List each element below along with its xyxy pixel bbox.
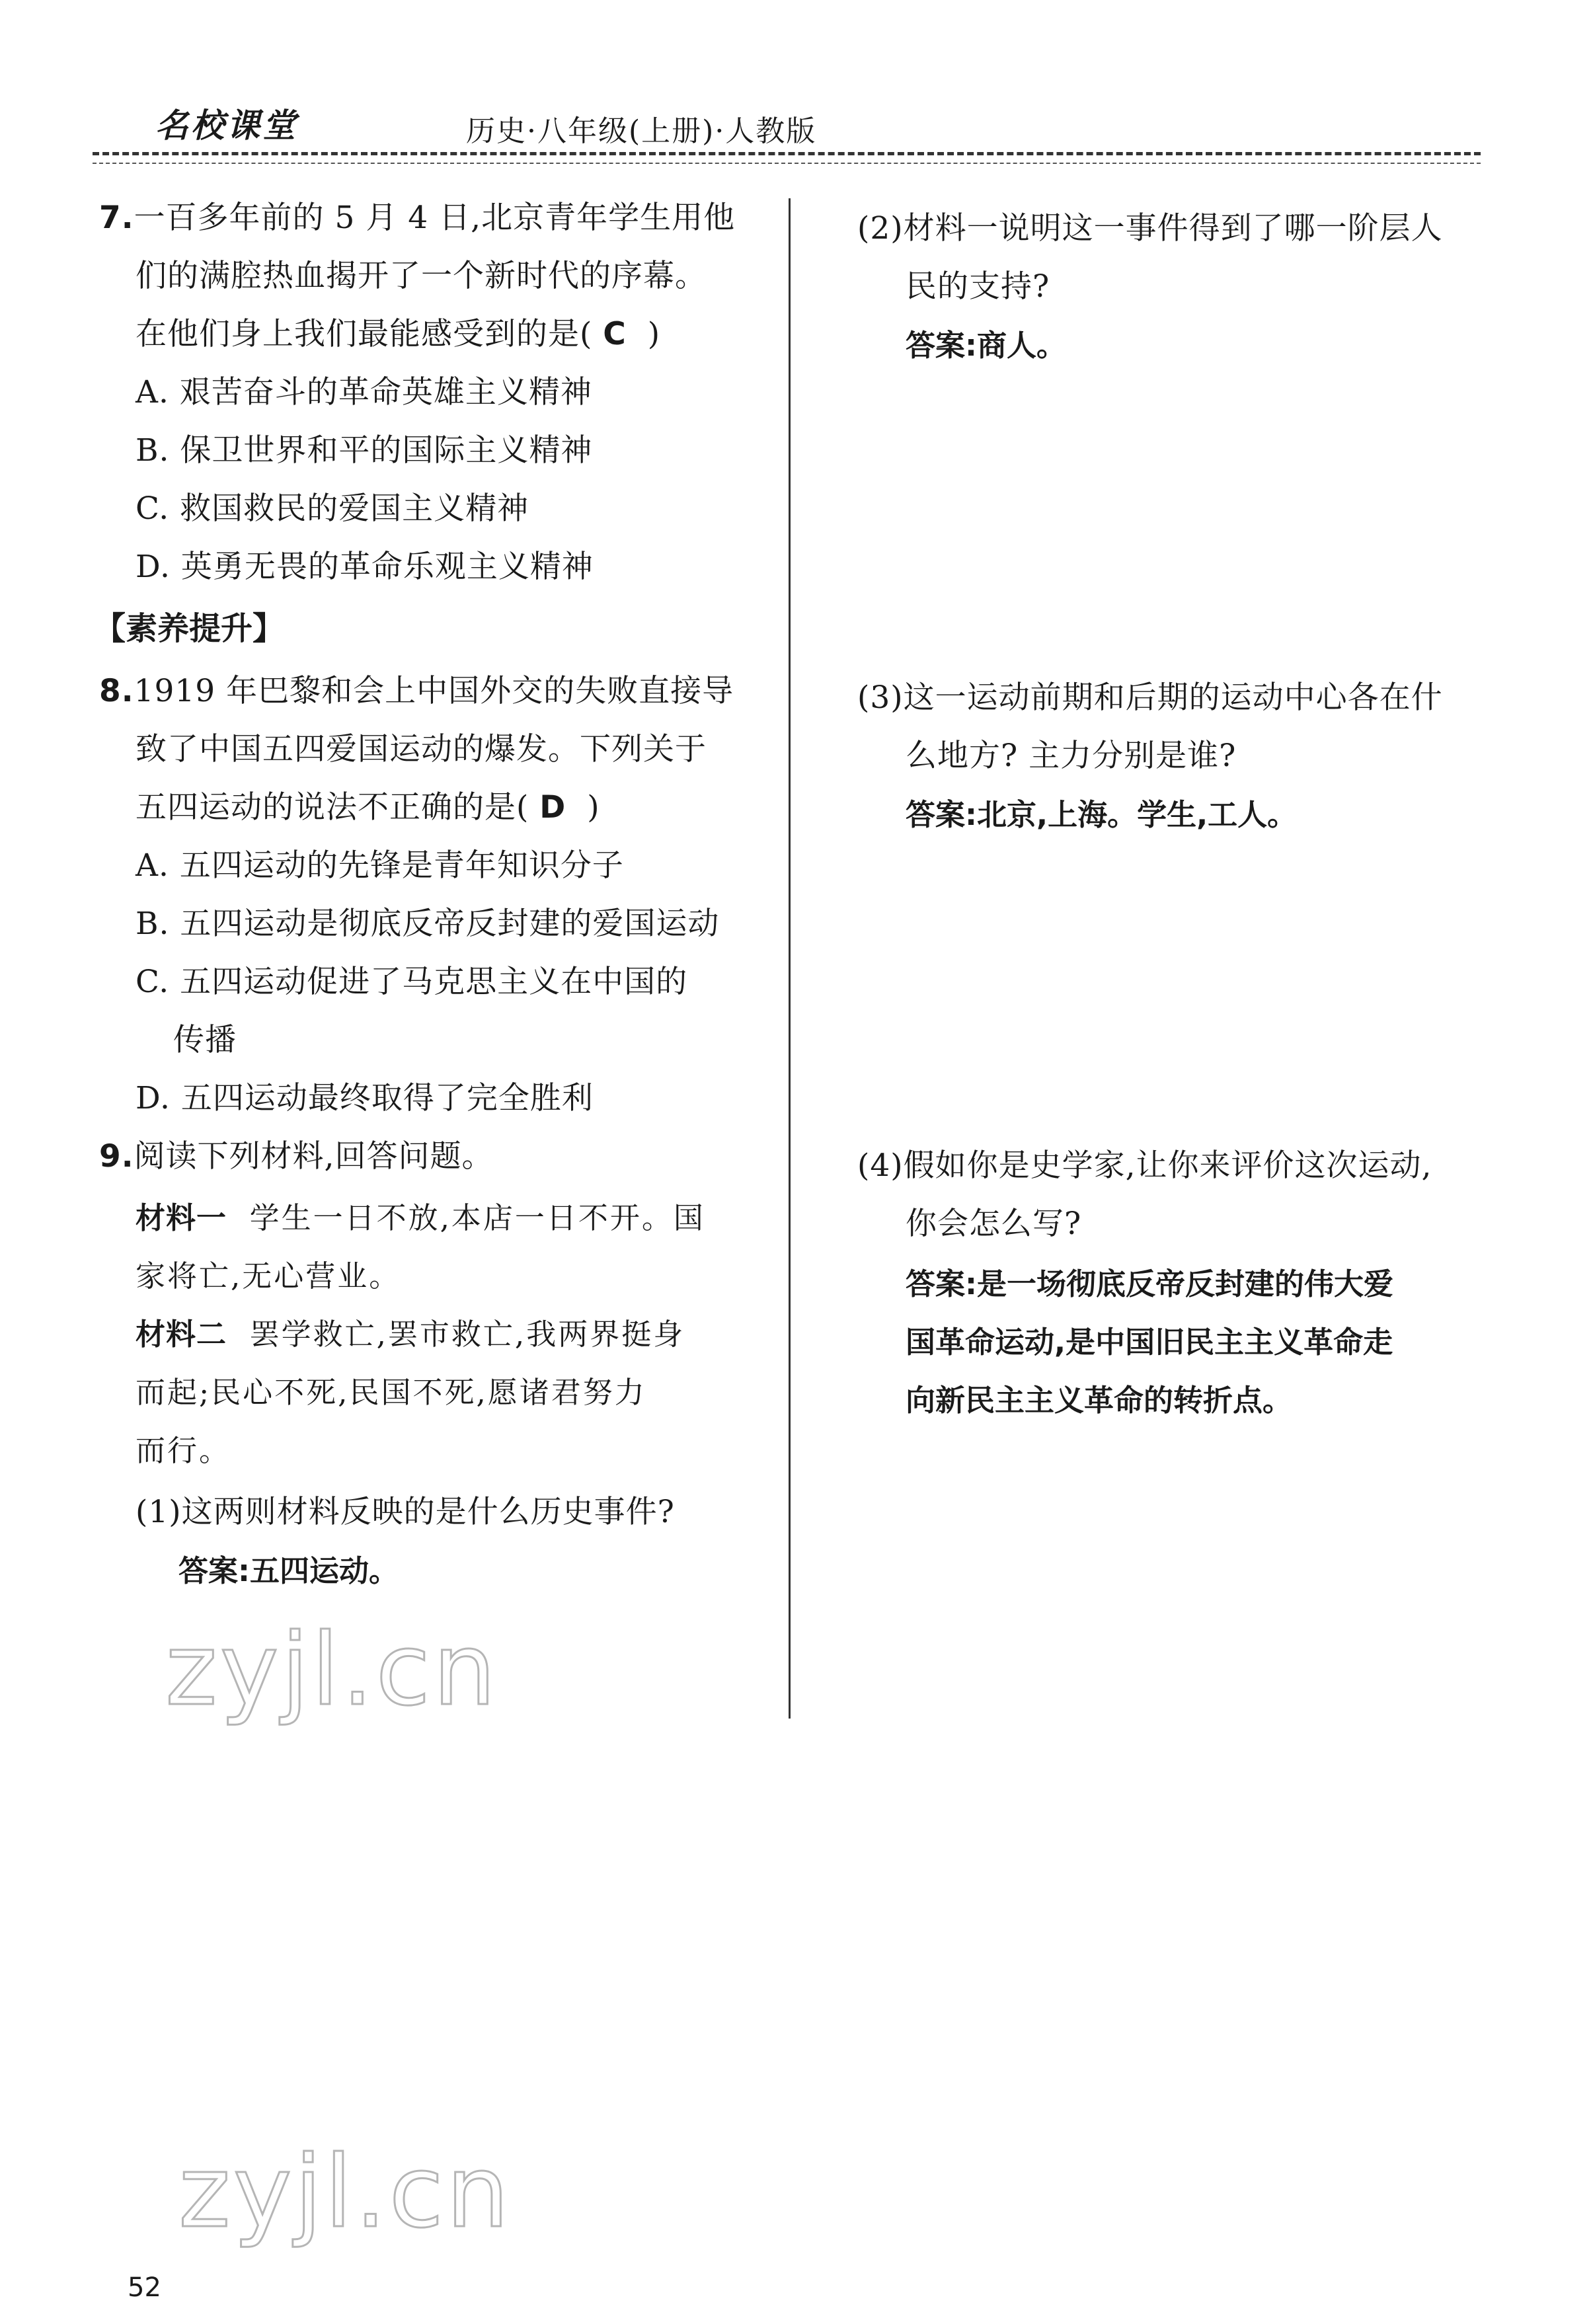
q7-line-1: 7.一百多年前的 5 月 4 日,北京青年学生用他 [99,200,736,236]
q7-option-a: A. 艰苦奋斗的革命英雄主义精神 [136,374,592,410]
q8-line-2: 致了中国五四爱国运动的爆发。下列关于 [136,731,707,767]
series-brand: 名校课堂 [155,106,298,145]
q9-sub-question-1: (1)这两则材料反映的是什么历史事件? [136,1494,675,1530]
q7-line-2: 们的满腔热血揭开了一个新时代的序幕。 [136,258,707,294]
q9-sub-question-4-line-2: 你会怎么写? [906,1206,1082,1242]
q9-material-1-line-1: 材料一 学生一日不放,本店一日不开。国 [136,1200,705,1235]
q7-option-d: D. 英勇无畏的革命乐观主义精神 [136,549,594,585]
q9-answer-4-line-2: 国革命运动,是中国旧民主主义革命走 [906,1325,1393,1360]
q9-material-2-line-2: 而起;民心不死,民国不死,愿诸君努力 [136,1375,646,1410]
q9-sub-question-4-line-1: (4)假如你是史学家,让你来评价这次运动, [857,1147,1432,1184]
q8-line-3: 五四运动的说法不正确的是( D ) [136,789,600,826]
book-title: 历史·八年级(上册)·人教版 [466,114,817,148]
q9-material-2-line-3: 而行。 [136,1433,231,1468]
header-divider-thick [93,152,1481,155]
q8-answer: D [539,789,566,826]
column-divider [789,198,791,1719]
q9-sub-question-3-line-1: (3)这一运动前期和后期的运动中心各在什 [857,679,1443,716]
q9-answer-3: 答案:北京,上海。学生,工人。 [906,797,1298,832]
q9-number: 9. [99,1138,134,1175]
q8-option-d: D. 五四运动最终取得了完全胜利 [136,1080,594,1116]
q9-sub-question-2-line-1: (2)材料一说明这一事件得到了哪一阶层人 [857,210,1443,247]
q9-answer-2: 答案:商人。 [906,328,1066,363]
q9-answer-4-line-1: 答案:是一场彻底反帝反封建的伟大爱 [906,1266,1393,1301]
q7-option-b: B. 保卫世界和平的国际主义精神 [136,432,593,469]
q8-option-c-cont: 传播 [173,1022,237,1058]
watermark-bottom: zyjl.cn [178,2135,512,2250]
q8-option-a: A. 五四运动的先锋是青年知识分子 [136,847,624,884]
material-1-label: 材料一 [136,1200,227,1235]
q9-intro: 9.阅读下列材料,回答问题。 [99,1138,494,1175]
section-title: 【素养提升】 [94,610,285,647]
q7-number: 7. [99,200,134,236]
q9-answer-1: 答案:五四运动。 [178,1553,399,1588]
q8-line-1: 8.1919 年巴黎和会上中国外交的失败直接导 [99,673,734,709]
q7-line-3: 在他们身上我们最能感受到的是( C ) [136,316,661,352]
watermark-top: zyjl.cn [165,1613,499,1728]
q9-answer-4-line-3: 向新民主主义革命的转折点。 [906,1383,1293,1418]
q9-material-2-line-1: 材料二 罢学救亡,罢市救亡,我两界挺身 [136,1317,685,1352]
q7-option-c: C. 救国救民的爱国主义精神 [136,490,529,527]
q9-material-1-line-2: 家将亡,无心营业。 [136,1259,401,1294]
page-number: 52 [128,2272,161,2303]
q9-sub-question-2-line-2: 民的支持? [906,268,1050,305]
q7-answer: C [603,316,627,352]
q8-option-b: B. 五四运动是彻底反帝反封建的爱国运动 [136,906,720,942]
header-divider-thin [93,163,1481,164]
q8-option-c: C. 五四运动促进了马克思主义在中国的 [136,964,688,1000]
q9-sub-question-3-line-2: 么地方? 主力分别是谁? [906,738,1237,774]
q8-number: 8. [99,673,134,709]
material-2-label: 材料二 [136,1317,227,1352]
page-header [93,99,1481,159]
